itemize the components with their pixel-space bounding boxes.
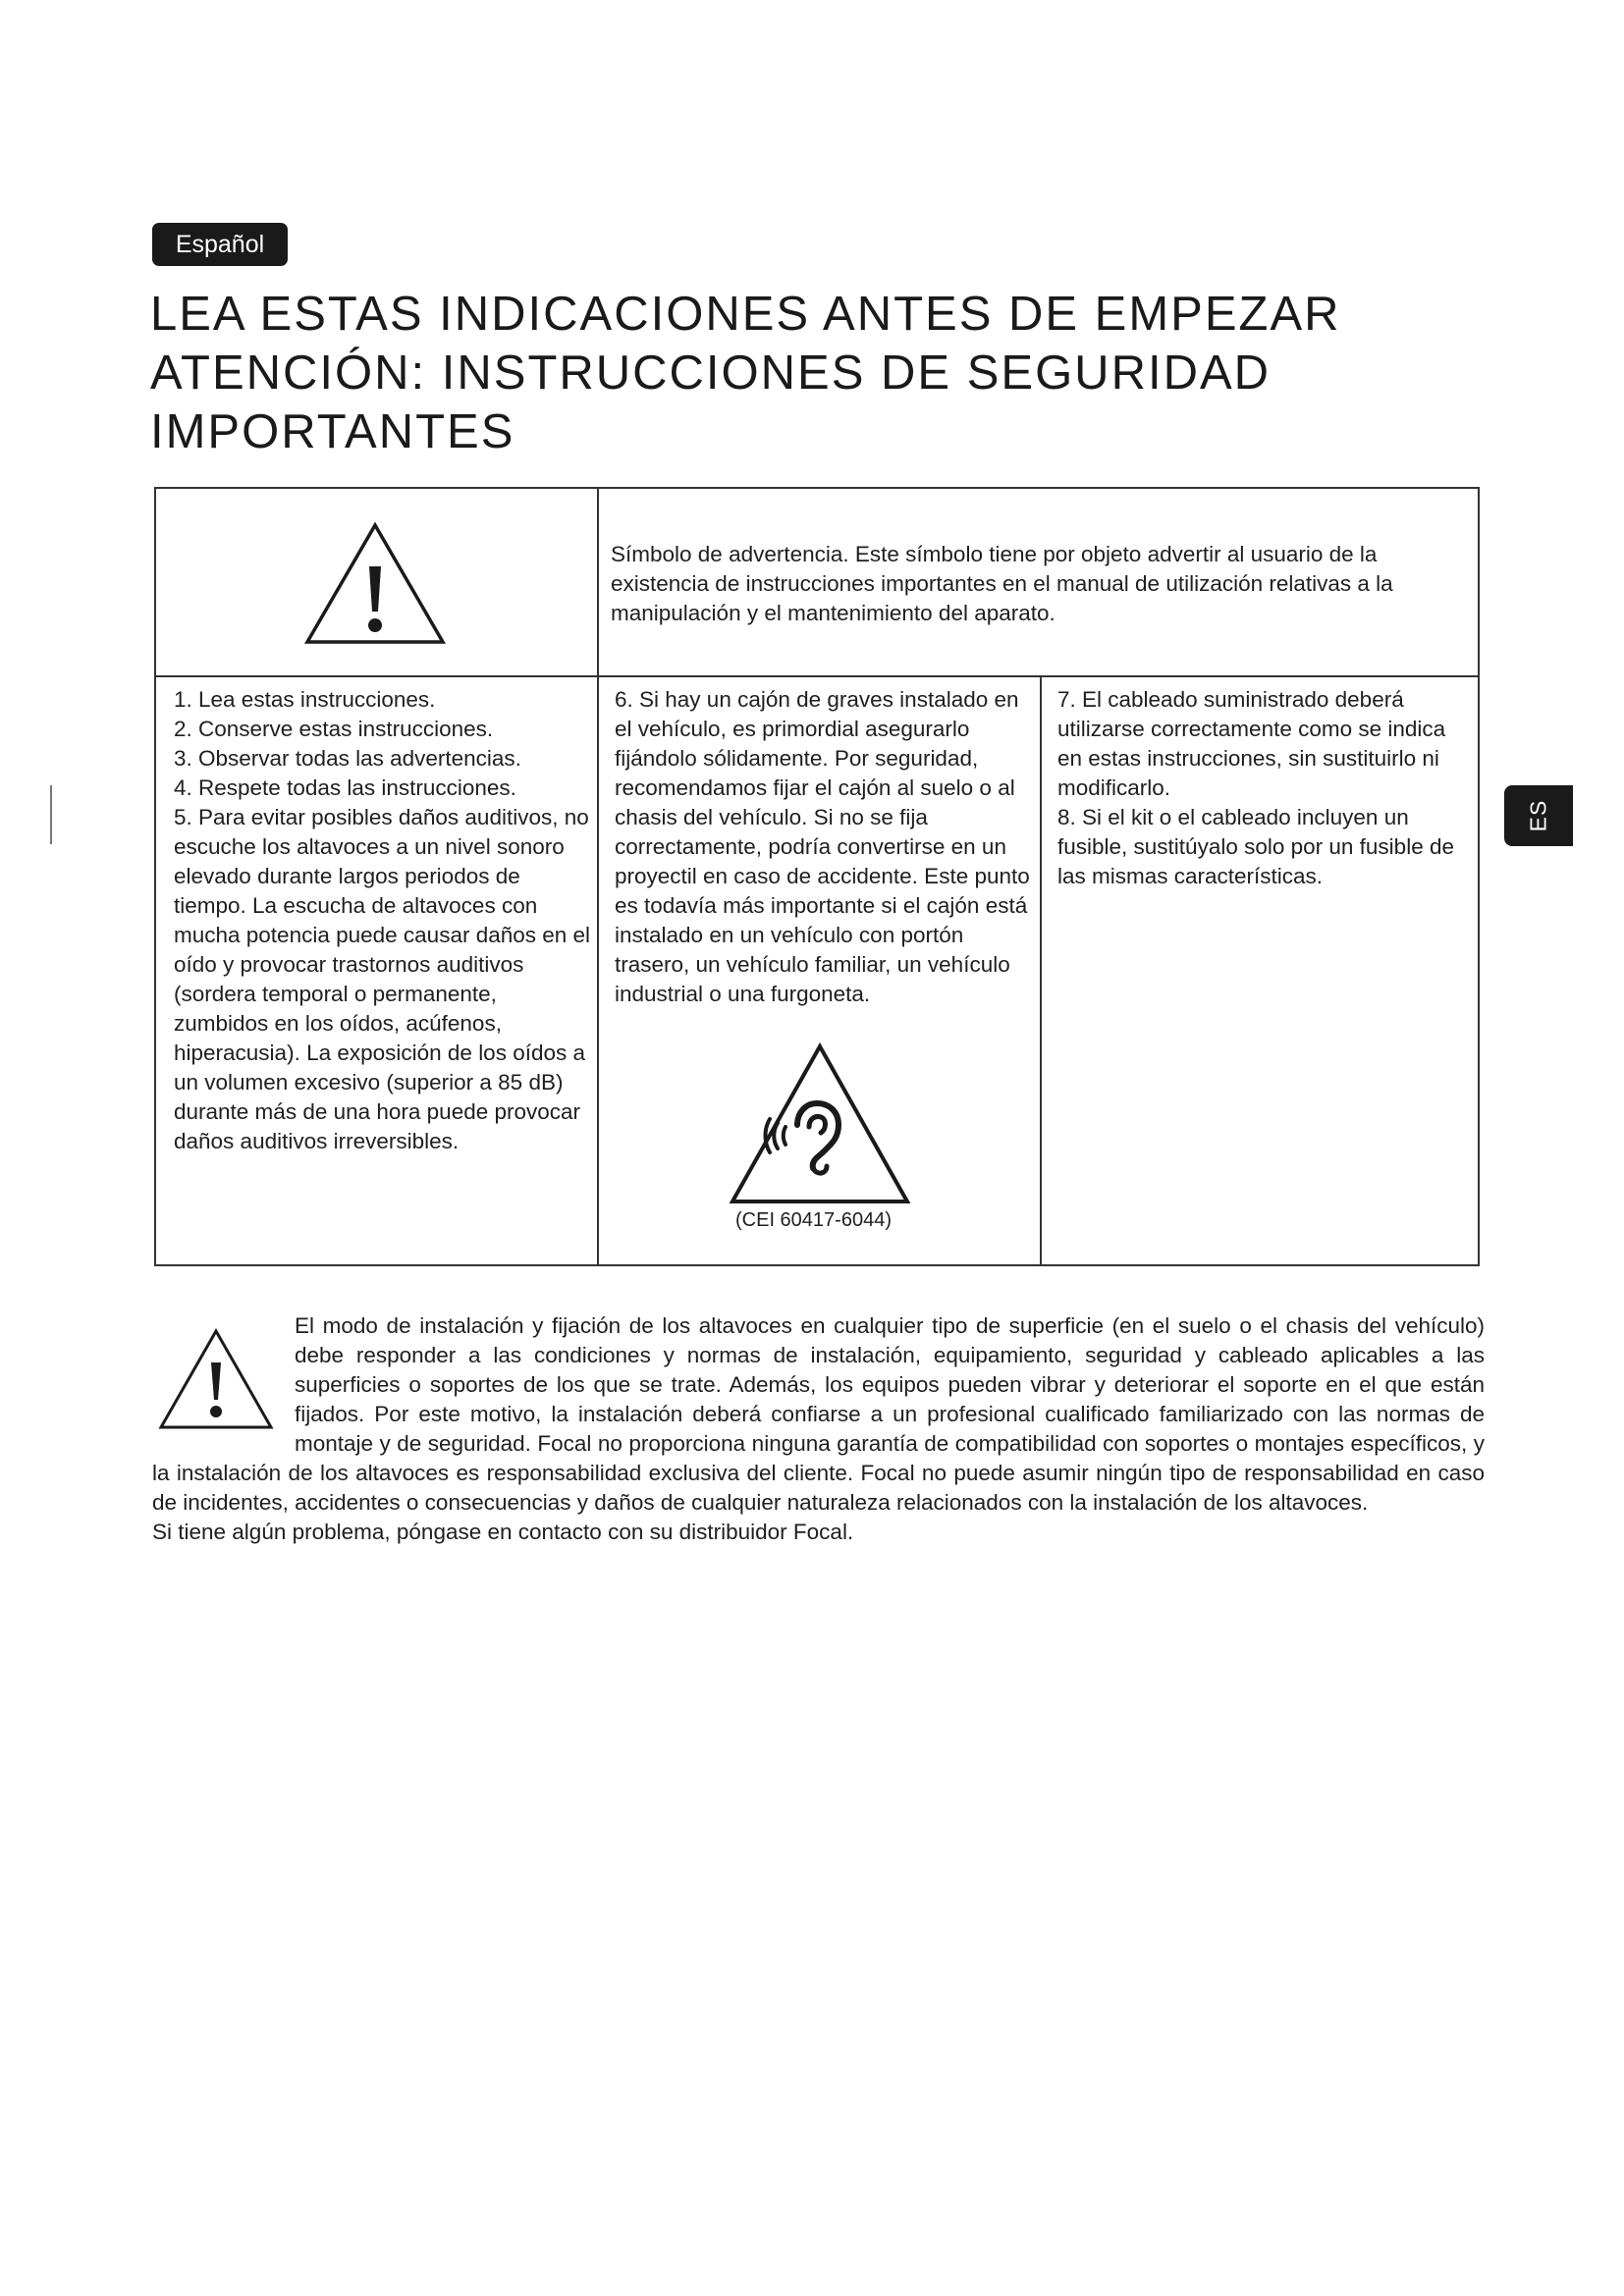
hearing-hazard-icon	[729, 1042, 911, 1205]
instructions-column-1	[174, 685, 596, 1156]
table-divider	[1040, 677, 1042, 1264]
instruction-item: 6. Si hay un cajón de graves instalado en el vehículo, es primordial asegurarlo fijándolo sólidamente. Por seguridad, recomendamos fijar el cajón al suelo o al chasis del vehículo. Si no se fija correctamente, podría convertirse en un proyectil en caso de accidente. Este punto es todavía más importante si el cajón está instalado en un vehículo con portón trasero, un vehículo familiar, un vehículo industrial o una furgoneta.	[615, 687, 1030, 1006]
notice-paragraph: Si tiene algún problema, póngase en contacto con su distribuidor Focal.	[152, 1520, 854, 1544]
warning-symbol-cell	[156, 489, 597, 675]
title-line: LEA ESTAS INDICACIONES ANTES DE EMPEZAR	[150, 288, 1341, 341]
hearing-symbol-caption: (CEI 60417-6044)	[735, 1209, 892, 1231]
title-line: IMPORTANTES	[150, 405, 515, 458]
installation-notice	[152, 1311, 1485, 1547]
language-label: Español	[152, 223, 288, 266]
page-title	[150, 285, 1427, 461]
title-line: ATENCIÓN: INSTRUCCIONES DE SEGURIDAD	[150, 347, 1272, 400]
instruction-item: 8. Si el kit o el cableado incluyen un fusible, sustitúyalo solo por un fusible de las mismas características.	[1057, 805, 1454, 888]
language-side-tab	[1504, 785, 1573, 846]
instruction-item: 7. El cableado suministrado deberá utilizarse correctamente como se indica en estas instrucciones, sin sustituirlo ni modificarlo.	[1057, 687, 1446, 800]
side-tab-label: ES	[1525, 799, 1551, 832]
table-divider	[156, 675, 1478, 677]
instructions-column-3	[1057, 685, 1470, 891]
instruction-item: 5. Para evitar posibles daños auditivos, no escuche los altavoces a un nivel sonoro elevado durante largos periodos de tiempo. La escucha de altavoces con mucha potencia puede causar daños en el oído y provocar trastornos auditivos (sordera temporal o permanente, zumbidos en los oídos, acúfenos, hiperacusia). La exposición de los oídos a un volumen excesivo (superior a 85 dB) durante más de una hora puede provocar daños auditivos irreversibles.	[174, 805, 591, 1153]
instruction-item: 1. Lea estas instrucciones.	[174, 687, 436, 712]
table-divider	[597, 489, 599, 1264]
instructions-column-2	[615, 685, 1037, 1009]
notice-paragraph: El modo de instalación y fijación de los altavoces en cualquier tipo de superficie (en el suelo o el chasis del vehículo) debe responder a las condiciones y normas de instalación, equipamiento, seguridad y cableado aplicables a las superficies o soportes de los que se trate. Además, los equipos pueden vibrar y deteriorar el soporte en el que están fijados. Por este motivo, la instalación deberá confiarse a un profesional cualificado familiarizado con las normas de montaje y de seguridad. Focal no proporciona ninguna garantía de compatibilidad con soportes o montajes específicos, y la instalación de los altavoces es responsabilidad exclusiva del cliente. Focal no puede asumir ningún tipo de responsabilidad en caso de incidentes, accidentes o consecuencias y daños de cualquier naturaleza relacionados con la instalación de los altavoces.	[152, 1313, 1485, 1515]
instruction-item: 4. Respete todas las instrucciones.	[174, 775, 516, 800]
warning-symbol-description: Símbolo de advertencia. Este símbolo tiene por objeto advertir al usuario de la existencia de instrucciones importantes en el manual de utilización relativas a la manipulación y el mantenimiento del aparato.	[611, 542, 1393, 625]
instruction-item: 3. Observar todas las advertencias.	[174, 746, 521, 771]
instruction-item: 2. Conserve estas instrucciones.	[174, 717, 494, 741]
warning-triangle-icon	[303, 521, 447, 647]
safety-instructions-table	[154, 487, 1480, 1266]
margin-mark	[50, 785, 52, 844]
